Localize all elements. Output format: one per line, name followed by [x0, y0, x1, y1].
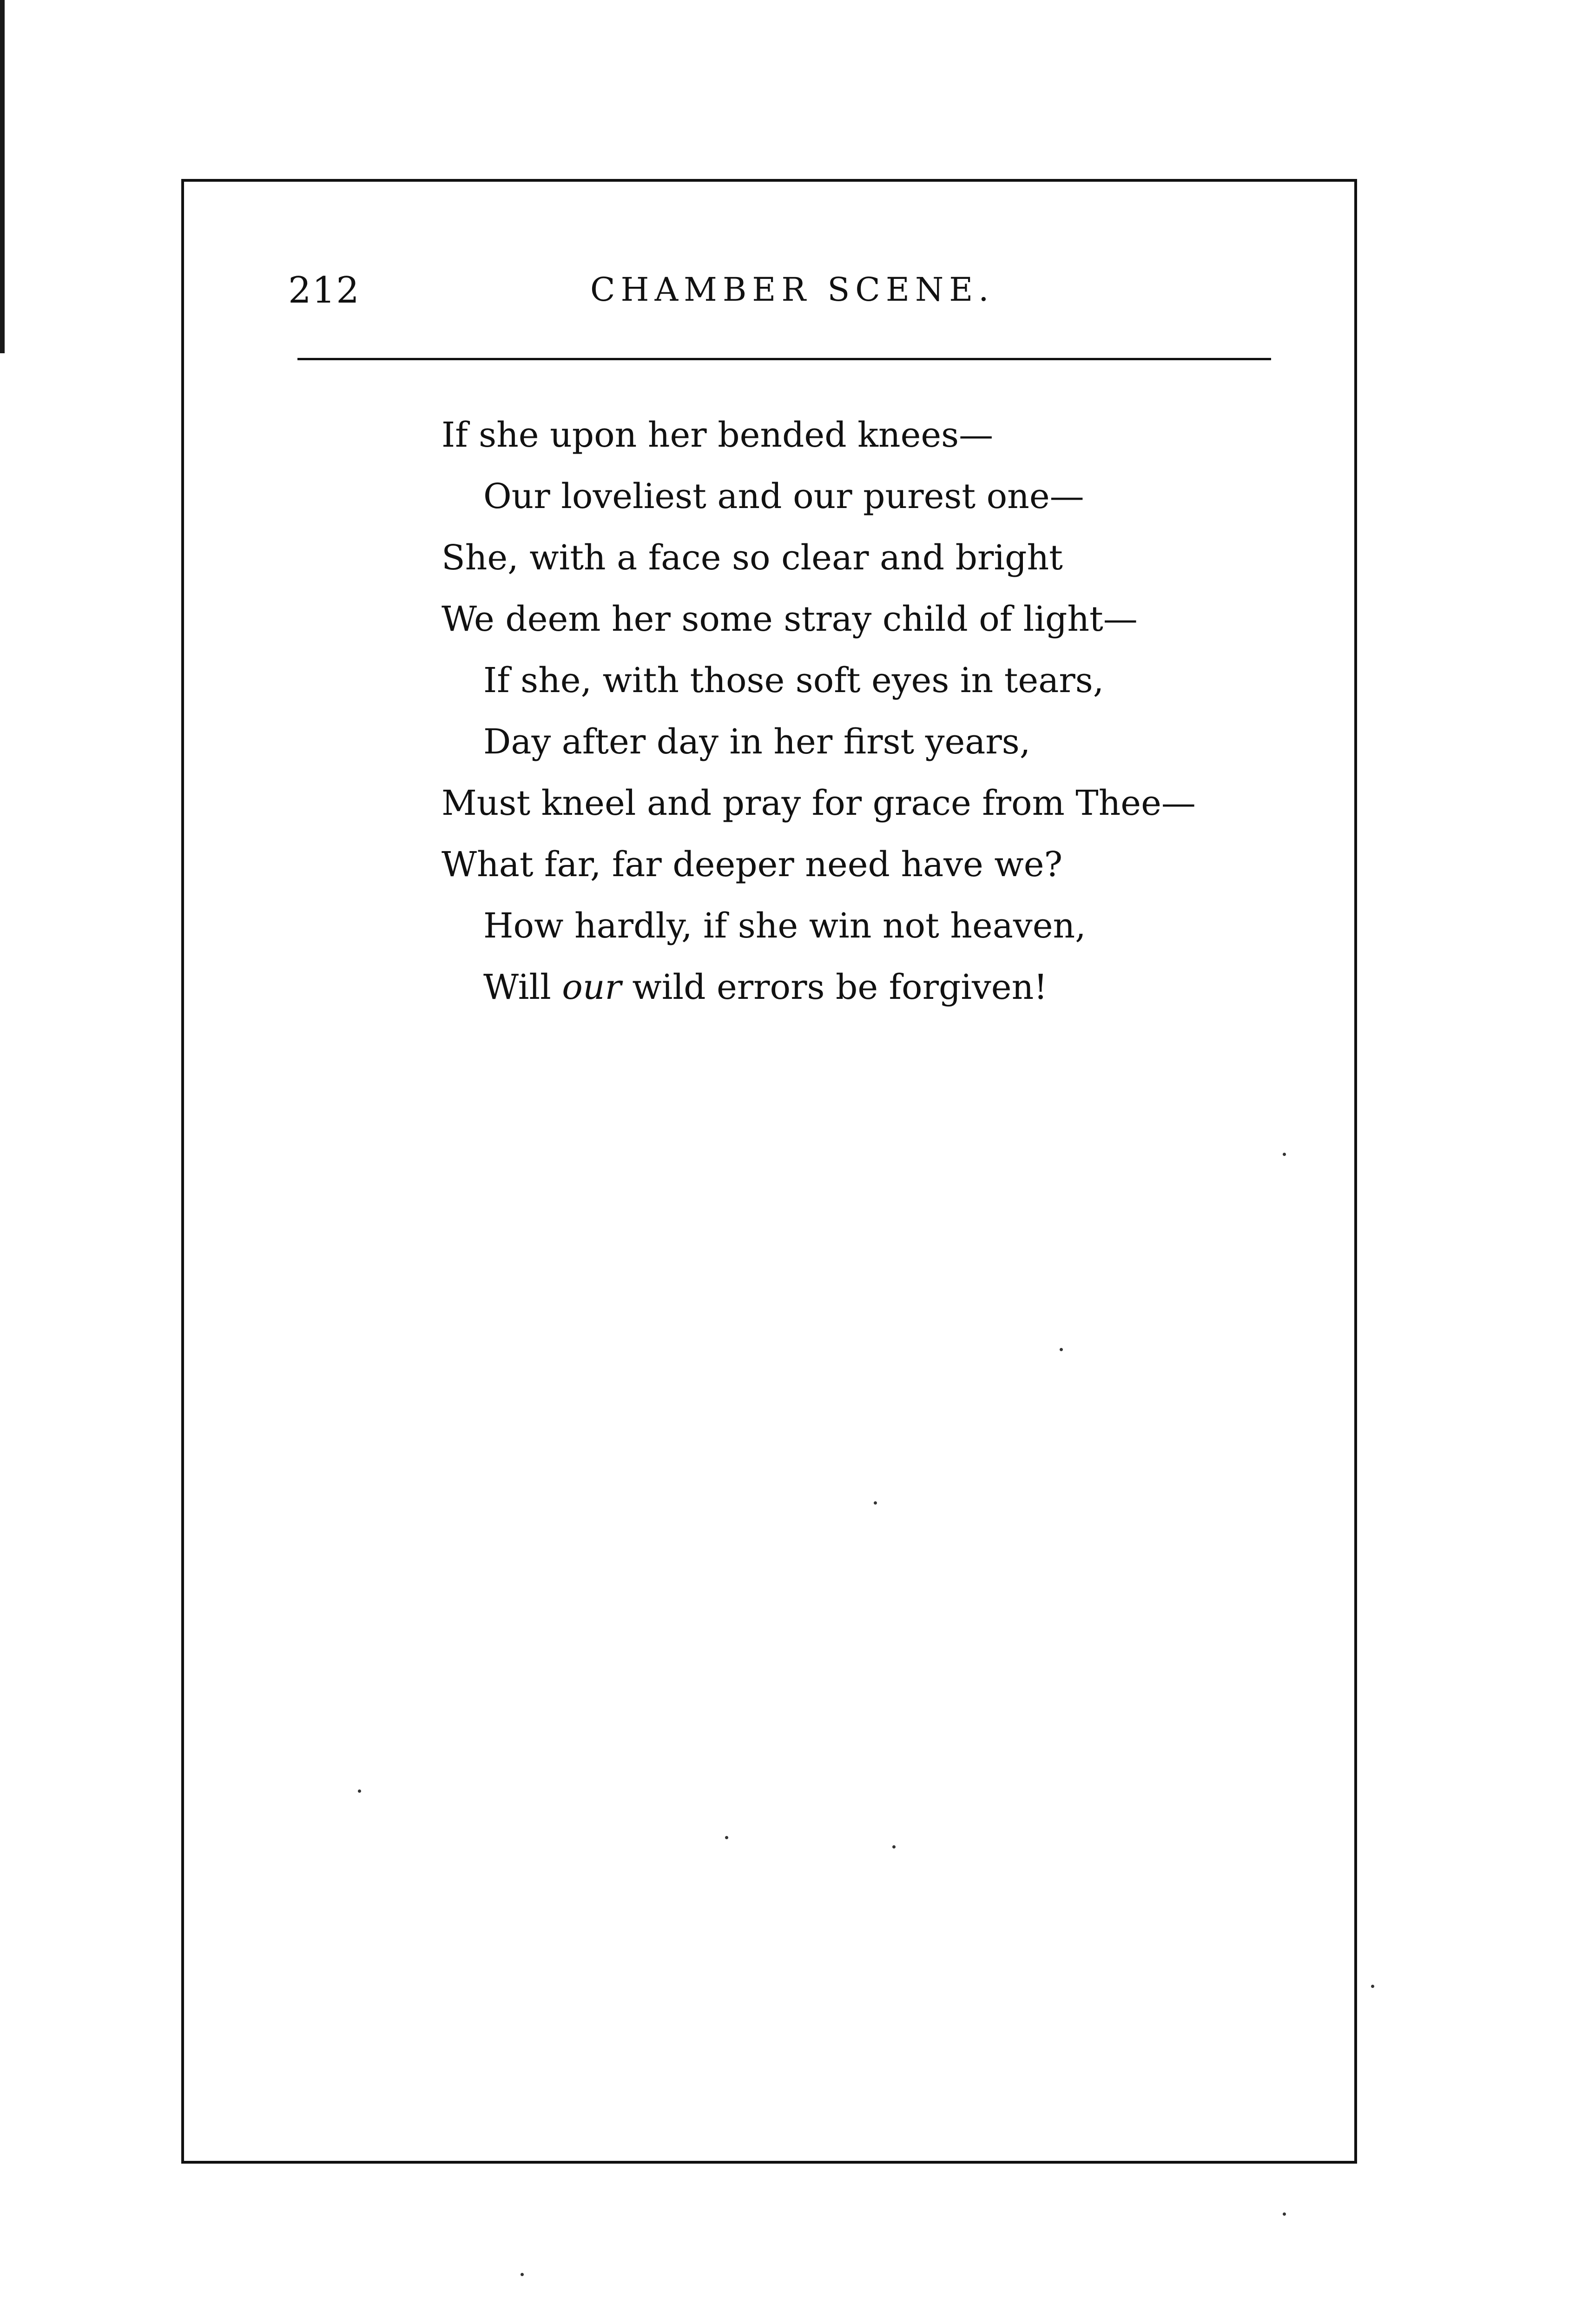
scan-speck	[725, 1836, 728, 1839]
verse-line: What far, far deeper need have we?	[442, 845, 1063, 885]
running-title: CHAMBER SCENE.	[590, 271, 995, 309]
scan-speck	[1283, 1153, 1286, 1156]
verse-line: Day after day in her first years,	[483, 722, 1031, 762]
verse-line: Must kneel and pray for grace from Thee—	[442, 783, 1196, 823]
page-number: 212	[288, 270, 360, 311]
verse-line: If she upon her bended knees—	[442, 415, 994, 455]
verse-line: If she, with those soft eyes in tears,	[483, 660, 1104, 700]
poem-stanza	[442, 404, 1232, 1018]
scan-speck	[521, 2273, 524, 2276]
verse-line: How hardly, if she win not heaven,	[483, 906, 1086, 946]
scan-speck	[1283, 2212, 1286, 2216]
scan-speck	[1060, 1348, 1063, 1351]
scan-speck	[874, 1501, 877, 1505]
scan-speck	[892, 1845, 896, 1849]
scan-speck	[1371, 1985, 1374, 1988]
verse-text: wild errors be forgiven!	[621, 967, 1048, 1007]
verse-line: Our loveliest and our purest one—	[483, 476, 1084, 516]
emphasized-word: our	[562, 967, 621, 1007]
header-rule	[297, 358, 1271, 360]
page-header	[288, 260, 1278, 316]
verse-line: We deem her some stray child of light—	[442, 599, 1138, 639]
binding-edge	[0, 0, 5, 353]
scan-speck	[358, 1789, 361, 1793]
verse-line-last	[442, 957, 1232, 1018]
verse-text: Will	[483, 967, 562, 1007]
verse-line: She, with a face so clear and bright	[442, 538, 1063, 578]
